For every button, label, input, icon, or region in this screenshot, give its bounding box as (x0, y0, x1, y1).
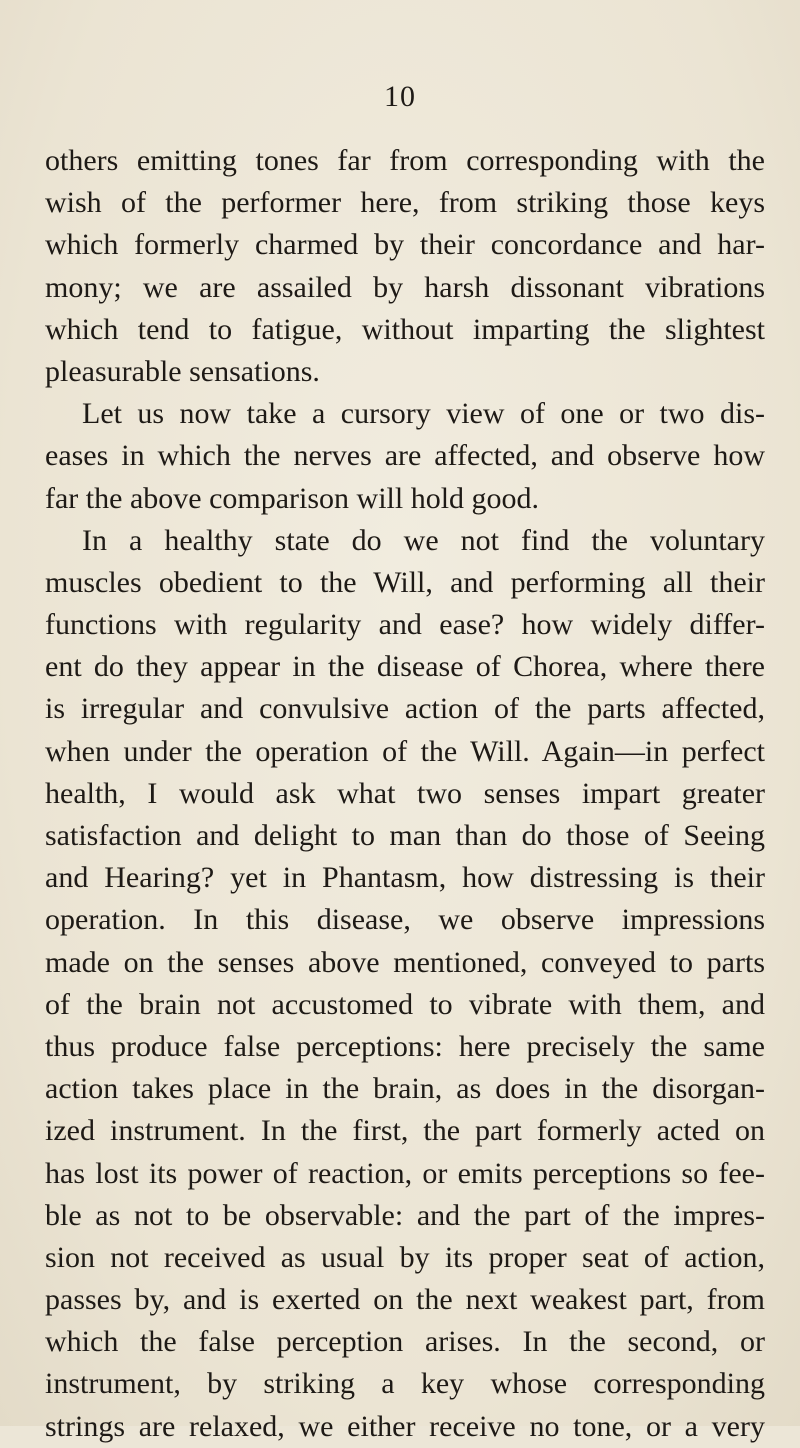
text-line: ent do they appear in the disease of Chorea, where there (45, 650, 765, 684)
text-line: Let us now take a cursory view of one or two dis- (82, 397, 765, 431)
text-line: action takes place in the brain, as does in the disorgan- (45, 1072, 765, 1106)
text-line: made on the senses above mentioned, conveyed to parts (45, 945, 765, 979)
text-line: which the false perception arises. In the second, or (45, 1325, 765, 1359)
text-line: muscles obedient to the Will, and performing all their (45, 565, 765, 599)
text-line: which tend to fatigue, without imparting the slightest (45, 312, 765, 346)
text-line: when under the operation of the Will. Again—in perfect (45, 734, 765, 768)
text-line: others emitting tones far from corresponding with the (45, 144, 765, 177)
text-line: eases in which the nerves are affected, and observe how (45, 439, 765, 473)
text-line: is irregular and convulsive action of the parts affected, (45, 692, 765, 726)
body-text (45, 140, 765, 1448)
text-line: In a healthy state do we not find the voluntary (82, 523, 765, 557)
text-line: which formerly charmed by their concordance and har- (45, 228, 765, 262)
text-line: strings are relaxed, we either receive no tone, or a very (45, 1409, 765, 1443)
text-line: sion not received as usual by its proper seat of action, (45, 1240, 765, 1274)
text-line: satisfaction and delight to man than do those of Seeing (45, 819, 765, 852)
text-line: of the brain not accustomed to vibrate with them, and (45, 987, 765, 1021)
text-line: functions with regularity and ease? how widely differ- (45, 608, 765, 642)
text-line: mony; we are assailed by harsh dissonant vibrations (45, 270, 765, 304)
text-line: pleasurable sensations. (45, 354, 320, 388)
text-line: far the above comparison will hold good. (45, 481, 540, 515)
text-line: has lost its power of reaction, or emits perceptions so fee- (45, 1156, 765, 1190)
text-line: instrument, by striking a key whose corresponding (45, 1367, 765, 1401)
text-line: operation. In this disease, we observe impressions (45, 903, 765, 937)
page-number: 10 (384, 80, 416, 113)
text-line: ble as not to be observable: and the part of the impres- (45, 1198, 765, 1232)
text-line: wish of the performer here, from striking those keys (45, 186, 765, 220)
text-line: health, I would ask what two senses impart greater (45, 776, 765, 810)
text-line: passes by, and is exerted on the next weakest part, from (45, 1283, 765, 1317)
text-line: and Hearing? yet in Phantasm, how distressing is their (45, 861, 765, 895)
text-line: thus produce false perceptions: here precisely the same (45, 1029, 765, 1063)
text-line: ized instrument. In the first, the part formerly acted on (45, 1114, 765, 1148)
